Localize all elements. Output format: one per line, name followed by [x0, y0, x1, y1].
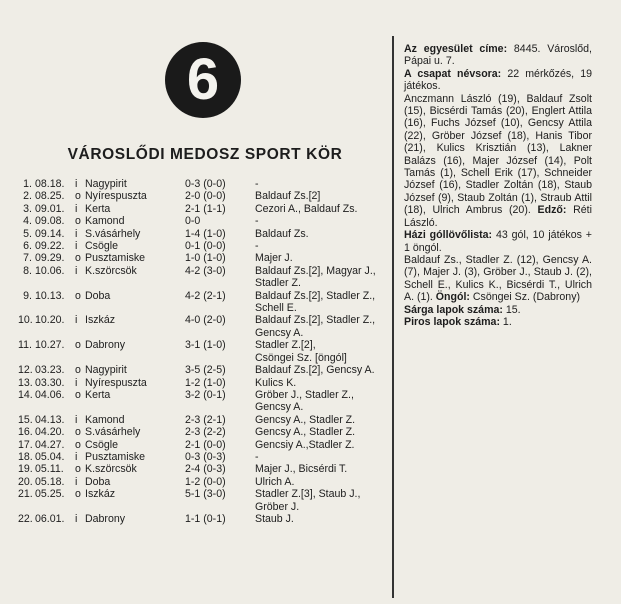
match-scorers: Ulrich A.	[255, 475, 295, 488]
match-opponent: K.szörcsök	[85, 264, 137, 277]
coach-value: Réti László.	[404, 204, 592, 229]
match-row	[18, 513, 390, 525]
roster-label: A csapat névsora:	[404, 67, 502, 80]
match-row	[18, 426, 390, 438]
match-row-continuation	[18, 401, 390, 413]
match-date: 08.25.	[35, 190, 65, 203]
match-venue: i	[75, 264, 78, 277]
match-venue: o	[75, 426, 81, 439]
match-scorers-continued: Schell E.	[255, 302, 297, 315]
match-row-continuation	[18, 302, 390, 314]
match-number: 16.	[18, 426, 33, 439]
match-scorers: Majer J.	[255, 252, 293, 265]
match-date: 04.06.	[35, 388, 65, 401]
match-venue: o	[75, 438, 81, 451]
match-date: 09.22.	[35, 240, 65, 253]
address-value: 8445. Városlőd, Pápai u. 7.	[404, 43, 592, 68]
match-score: 3-5 (2-5)	[185, 364, 226, 377]
match-venue: o	[75, 215, 81, 228]
match-opponent: Kerta	[85, 202, 111, 215]
match-number: 8.	[23, 264, 32, 277]
roster-names	[404, 93, 592, 229]
match-venue: i	[75, 450, 78, 463]
red-cards-value: 1.	[499, 315, 512, 328]
scorers-line	[404, 229, 592, 254]
red-cards-label: Piros lapok száma:	[404, 315, 500, 328]
match-row-continuation	[18, 352, 390, 364]
match-date: 10.13.	[35, 289, 65, 302]
match-scorers: Gencsy A., Stadler Z.	[255, 413, 356, 426]
match-score: 0-3 (0-3)	[185, 450, 226, 463]
team-number: 6	[186, 47, 220, 112]
match-row	[18, 377, 390, 389]
match-date: 05.25.	[35, 488, 65, 501]
match-score: 0-0	[185, 215, 201, 228]
match-number: 7.	[23, 252, 32, 265]
match-number: 21.	[18, 488, 33, 501]
match-scorers: Stadler Z.[2],	[255, 339, 316, 352]
scorers-list-text: Baldauf Zs., Stadler Z. (12), Gencsy A. (7), Majer J. (3), Gröber J., Staub J. (2), Schell E., Kulics K., Bicsérdi T., Ulrich A. (1).	[404, 253, 592, 304]
match-row	[18, 228, 390, 240]
match-date: 10.20.	[35, 314, 65, 327]
match-opponent: S.vásárhely	[85, 227, 141, 240]
match-score: 1-2 (1-0)	[185, 376, 226, 389]
match-date: 03.23.	[35, 364, 65, 377]
match-number: 14.	[18, 388, 33, 401]
match-row	[18, 339, 390, 351]
match-row	[18, 252, 390, 264]
match-scorers: Kulics K.	[255, 376, 297, 389]
match-date: 09.08.	[35, 215, 65, 228]
address-label: Az egyesület címe:	[404, 43, 508, 55]
yellow-cards-value: 15.	[502, 303, 521, 316]
match-opponent: Kerta	[85, 388, 111, 401]
match-scorers: Gröber J., Stadler Z.,	[255, 388, 354, 401]
own-goal-value: Csöngei Sz. (Dabrony)	[469, 291, 581, 304]
match-scorers-continued: Gencsy A.	[255, 326, 304, 339]
match-score: 1-1 (0-1)	[185, 512, 226, 525]
match-scorers: -	[255, 450, 259, 463]
match-venue: o	[75, 388, 81, 401]
match-number: 1.	[23, 178, 32, 190]
match-opponent: Pusztamiske	[85, 450, 146, 463]
match-row-continuation	[18, 501, 390, 513]
match-number: 3.	[23, 202, 32, 215]
scorers-label: Házi góllövőlista:	[404, 229, 493, 242]
match-venue: i	[75, 512, 78, 525]
scorers-count: 43 gól, 10 játékos + 1 öngól.	[404, 229, 592, 254]
match-date: 04.20.	[35, 426, 65, 439]
match-score: 3-2 (0-1)	[185, 388, 226, 401]
match-number: 9.	[23, 289, 32, 302]
match-score: 0-1 (0-0)	[185, 240, 226, 253]
match-scorers: -	[255, 240, 259, 253]
match-venue: i	[75, 240, 78, 253]
match-row	[18, 476, 390, 488]
match-date: 10.06.	[35, 264, 65, 277]
match-venue: o	[75, 339, 81, 352]
match-opponent: Csögle	[85, 438, 118, 451]
match-date: 10.27.	[35, 339, 65, 352]
match-row	[18, 439, 390, 451]
match-score: 4-2 (3-0)	[185, 264, 226, 277]
match-venue: i	[75, 376, 78, 389]
match-scorers: Stadler Z.[3], Staub J.,	[255, 488, 361, 501]
match-row	[18, 389, 390, 401]
match-results-table	[18, 178, 390, 525]
match-row	[18, 240, 390, 252]
match-number: 20.	[18, 475, 33, 488]
match-date: 09.14.	[35, 227, 65, 240]
match-opponent: Kamond	[85, 413, 125, 426]
match-venue: o	[75, 463, 81, 476]
match-venue: i	[75, 314, 78, 327]
match-venue: i	[75, 227, 78, 240]
own-goal-label: Öngól:	[435, 291, 470, 304]
team-number-badge	[165, 42, 241, 118]
match-number: 13.	[18, 376, 33, 389]
club-info-panel	[404, 43, 592, 328]
match-opponent: Iszkáz	[85, 488, 116, 501]
match-scorers-continued: Stadler Z.	[255, 277, 301, 290]
match-number: 10.	[18, 314, 33, 327]
match-venue: i	[75, 178, 78, 190]
match-row	[18, 488, 390, 500]
match-row	[18, 265, 390, 277]
match-row	[18, 290, 390, 302]
match-opponent: Pusztamiske	[85, 252, 146, 265]
yellow-cards-line	[404, 304, 592, 316]
yellow-cards-label: Sárga lapok száma:	[404, 303, 503, 316]
match-row	[18, 463, 390, 475]
match-venue: i	[75, 475, 78, 488]
match-opponent: Nyírespuszta	[85, 376, 147, 389]
match-opponent: Dabrony	[85, 512, 126, 525]
match-score: 2-1 (1-1)	[185, 202, 226, 215]
match-opponent: Nagypirit	[85, 178, 127, 190]
match-scorers: Gencsy A., Stadler Z.	[255, 426, 356, 439]
match-scorers: Baldauf Zs.[2], Stadler Z.,	[255, 289, 376, 302]
club-title: VÁROSLŐDI MEDOSZ SPORT KÖR	[67, 146, 343, 163]
match-date: 05.18.	[35, 475, 65, 488]
match-scorers-continued: Csöngei Sz. [öngól]	[255, 351, 347, 364]
match-scorers: Cezori A., Baldauf Zs.	[255, 202, 358, 215]
red-cards-line	[404, 316, 592, 328]
match-scorers: Baldauf Zs.[2], Gencsy A.	[255, 364, 375, 377]
match-score: 2-4 (0-3)	[185, 463, 226, 476]
match-scorers: Baldauf Zs.[2], Stadler Z.,	[255, 314, 376, 327]
match-score: 2-0 (0-0)	[185, 190, 226, 203]
match-row	[18, 314, 390, 326]
match-opponent: Csögle	[85, 240, 118, 253]
scorers-list	[404, 254, 592, 304]
match-scorers-continued: Gröber J.	[255, 500, 300, 513]
roster-count: 22 mérkőzés, 19 játékos.	[404, 67, 592, 93]
match-score: 1-4 (1-0)	[185, 227, 226, 240]
match-number: 18.	[18, 450, 33, 463]
match-venue: o	[75, 252, 81, 265]
match-opponent: Nagypirit	[85, 364, 127, 377]
match-score: 0-3 (0-0)	[185, 178, 226, 190]
match-row	[18, 364, 390, 376]
match-number: 2.	[23, 190, 32, 203]
match-scorers: Staub J.	[255, 512, 294, 525]
match-opponent: Kamond	[85, 215, 125, 228]
match-row	[18, 203, 390, 215]
match-opponent: Nyírespuszta	[85, 190, 147, 203]
match-venue: i	[75, 202, 78, 215]
match-scorers: Majer J., Bicsérdi T.	[255, 463, 348, 476]
match-row	[18, 178, 390, 190]
match-score: 4-0 (2-0)	[185, 314, 226, 327]
address-line	[404, 43, 592, 68]
match-date: 05.04.	[35, 450, 65, 463]
roster-names-text: Anczmann László (19), Baldauf Zsolt (15), Bicsérdi Tamás (20), Englert Attila (16), Fuchs József (10), Gencsy Attila (22), Gröber József (18), Hanis Tibor (21), Kulics Krisztián (13), Lakner Balázs (16), Majer József (14), Polt Tamás (1), Schell Erik (17), Schneider József (16), Stadler Zoltán (18), Staub József (9), Staub Zoltán (1), Straub Attil (18), Ulrich Ambrus (20).	[404, 92, 592, 217]
match-number: 5.	[23, 227, 32, 240]
match-number: 11.	[18, 339, 32, 352]
match-row	[18, 215, 390, 227]
match-scorers: Baldauf Zs.	[255, 227, 309, 240]
match-date: 06.01.	[35, 512, 65, 525]
match-score: 2-1 (0-0)	[185, 438, 226, 451]
match-scorers: -	[255, 215, 259, 228]
roster-line	[404, 68, 592, 93]
match-venue: o	[75, 488, 81, 501]
match-number: 19.	[18, 463, 33, 476]
match-score: 1-2 (0-0)	[185, 475, 226, 488]
match-score: 1-0 (1-0)	[185, 252, 226, 265]
match-date: 09.01.	[35, 202, 65, 215]
match-date: 04.13.	[35, 413, 65, 426]
match-date: 05.11.	[35, 463, 64, 476]
match-date: 03.30.	[35, 376, 65, 389]
match-opponent: Dabrony	[85, 339, 126, 352]
match-venue: o	[75, 289, 81, 302]
match-date: 09.29.	[35, 252, 65, 265]
coach-label: Edző:	[537, 204, 567, 217]
match-score: 2-3 (2-1)	[185, 413, 226, 426]
match-number: 4.	[23, 215, 32, 228]
match-score: 5-1 (3-0)	[185, 488, 226, 501]
match-opponent: Doba	[85, 475, 111, 488]
match-opponent: Doba	[85, 289, 111, 302]
match-date: 08.18.	[35, 178, 65, 190]
match-number: 15.	[18, 413, 33, 426]
match-score: 3-1 (1-0)	[185, 339, 226, 352]
match-venue: o	[75, 364, 81, 377]
match-row	[18, 190, 390, 202]
match-row-continuation	[18, 327, 390, 339]
match-number: 22.	[18, 512, 33, 525]
match-score: 2-3 (2-2)	[185, 426, 226, 439]
match-number: 17.	[18, 438, 33, 451]
match-score: 4-2 (2-1)	[185, 289, 226, 302]
match-scorers: -	[255, 178, 259, 190]
match-venue: i	[75, 413, 78, 426]
match-venue: o	[75, 190, 81, 203]
match-row	[18, 451, 390, 463]
match-scorers: Baldauf Zs.[2], Magyar J.,	[255, 264, 376, 277]
match-opponent: S.vásárhely	[85, 426, 141, 439]
match-number: 12.	[18, 364, 33, 377]
match-row-continuation	[18, 277, 390, 289]
match-scorers: Gencsiy A.,Stadler Z.	[255, 438, 355, 451]
match-number: 6.	[23, 240, 32, 253]
match-date: 04.27.	[35, 438, 65, 451]
match-opponent: K.szörcsök	[85, 463, 137, 476]
match-row	[18, 414, 390, 426]
match-scorers: Baldauf Zs.[2]	[255, 190, 321, 203]
column-divider	[392, 36, 394, 598]
match-opponent: Iszkáz	[85, 314, 116, 327]
match-scorers-continued: Gencsy A.	[255, 401, 304, 414]
